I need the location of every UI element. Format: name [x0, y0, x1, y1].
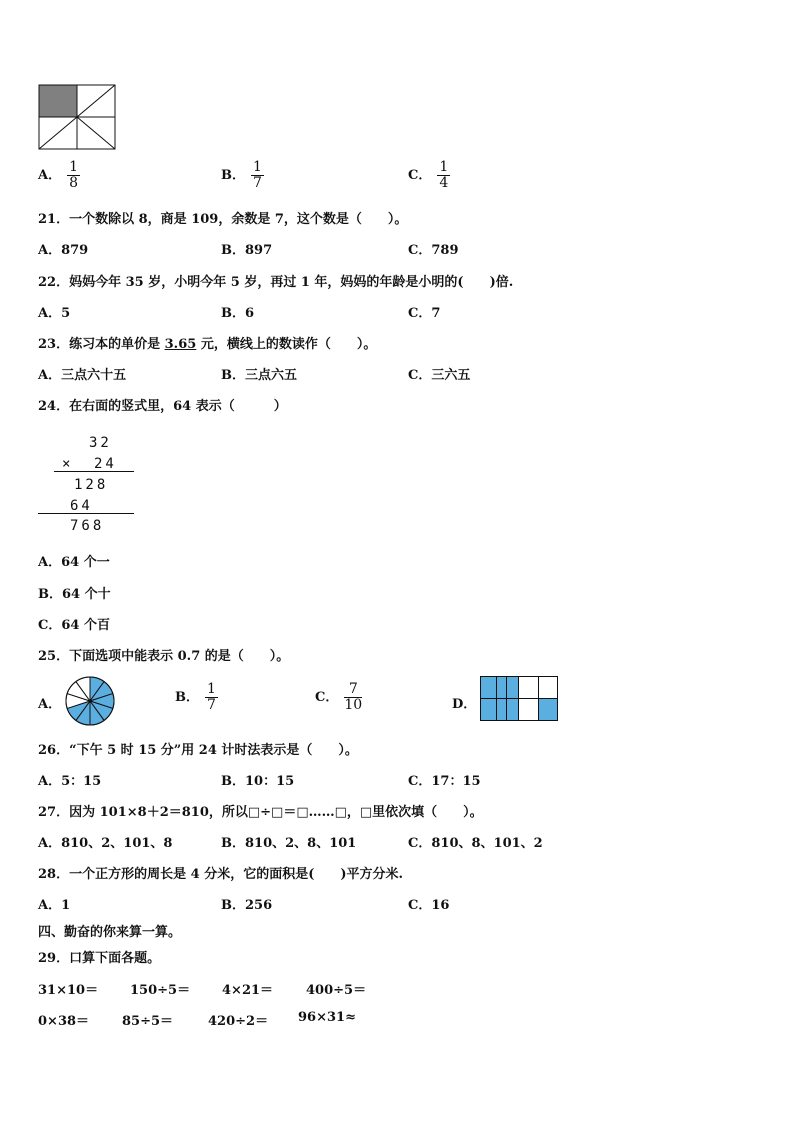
- q26-option-a: A．5：15: [38, 774, 102, 789]
- q23-underlined-number: 3.65: [164, 337, 197, 352]
- q28-option-c: C．16: [408, 898, 450, 913]
- section-4-title: 四、勤奋的你来算一算。: [38, 925, 182, 940]
- q23-text: 23．练习本的单价是 3.65 元，横线上的数读作（ ）。: [38, 337, 377, 352]
- q28-option-b: B．256: [221, 898, 273, 913]
- grid-cell: [519, 699, 539, 721]
- q21-option-c: C．789: [408, 243, 459, 258]
- q27-option-c: C．810、8、101、2: [408, 836, 543, 851]
- q21-option-b: B．897: [221, 243, 273, 258]
- q25-text: 25．下面选项中能表示 0.7 的是（ ）。: [38, 649, 290, 664]
- q20-option-c: C． $\frac{1}{4}$: [408, 159, 449, 191]
- grid-cell: [507, 699, 519, 721]
- q22-option-b: B．6: [221, 306, 255, 321]
- calc-item: 420÷2＝: [208, 1014, 269, 1029]
- q28-option-a: A．1: [38, 898, 71, 913]
- calc-item: 31×10＝: [38, 983, 99, 998]
- q23-option-b: B．三点六五: [221, 368, 297, 383]
- calc-item: 4×21＝: [222, 983, 274, 998]
- fraction-square-figure: [38, 84, 116, 150]
- q27-text: 27．因为 101×8＋2＝810，所以□÷□＝□……□，□里依次填（ ）。: [38, 805, 483, 820]
- grid-cell: [539, 677, 558, 699]
- q22-option-c: C．7: [408, 306, 441, 321]
- calc-item: 0×38＝: [38, 1014, 90, 1029]
- q28-text: 28．一个正方形的周长是 4 分米，它的面积是( )平方分米.: [38, 867, 404, 882]
- calc-item: 400÷5＝: [306, 983, 367, 998]
- q25-option-b: B． $\frac{1}{7}$: [175, 681, 216, 713]
- q29-text: 29．口算下面各题。: [38, 951, 161, 966]
- q24-text: 24．在右面的竖式里，64 表示（ ）: [38, 399, 287, 414]
- q21-option-a: A．879: [38, 243, 89, 258]
- q22-option-a: A．5: [38, 306, 71, 321]
- q24-option-c: C．64 个百: [38, 618, 110, 633]
- q23-option-a: A．三点六十五: [38, 368, 127, 383]
- q27-option-a: A．810、2、101、8: [38, 836, 173, 851]
- q20-option-a: A． $\frac{1}{8}$: [38, 159, 79, 191]
- grid-cell: [481, 699, 497, 721]
- grid-figure: [480, 676, 558, 722]
- shaded-region: [39, 85, 77, 117]
- q23-option-c: C．三六五: [408, 368, 471, 383]
- calc-item: 85÷5＝: [122, 1014, 174, 1029]
- q24-option-b: B．64 个十: [38, 587, 111, 602]
- q21-text: 21．一个数除以 8，商是 109，余数是 7，这个数是（ ）。: [38, 212, 408, 227]
- q26-option-c: C．17：15: [408, 774, 481, 789]
- calc-item: 150÷5＝: [130, 983, 191, 998]
- grid-cell: [497, 677, 507, 699]
- grid-cell: [497, 699, 507, 721]
- grid-cell: [481, 677, 497, 699]
- q26-text: 26．“下午 5 时 15 分”用 24 计时法表示是（ ）。: [38, 743, 358, 758]
- grid-cell: [507, 677, 519, 699]
- q24-option-a: A．64 个一: [38, 555, 110, 570]
- pie-figure: [63, 675, 117, 727]
- q27-option-b: B．810、2、8、101: [221, 836, 357, 851]
- grid-cell: [539, 699, 558, 721]
- calc-item: 96×31≈: [298, 1010, 356, 1025]
- q25-option-d-label: D．: [452, 697, 477, 712]
- q26-option-b: B．10：15: [221, 774, 295, 789]
- q25-option-a-label: A．: [38, 697, 62, 712]
- grid-cell: [519, 677, 539, 699]
- q20-option-b: B． $\frac{1}{7}$: [221, 159, 262, 191]
- q25-option-c: C． $\frac{7}{10}$: [315, 681, 363, 713]
- q22-text: 22．妈妈今年 35 岁，小明今年 5 岁，再过 1 年，妈妈的年龄是小明的( )倍.: [38, 275, 514, 290]
